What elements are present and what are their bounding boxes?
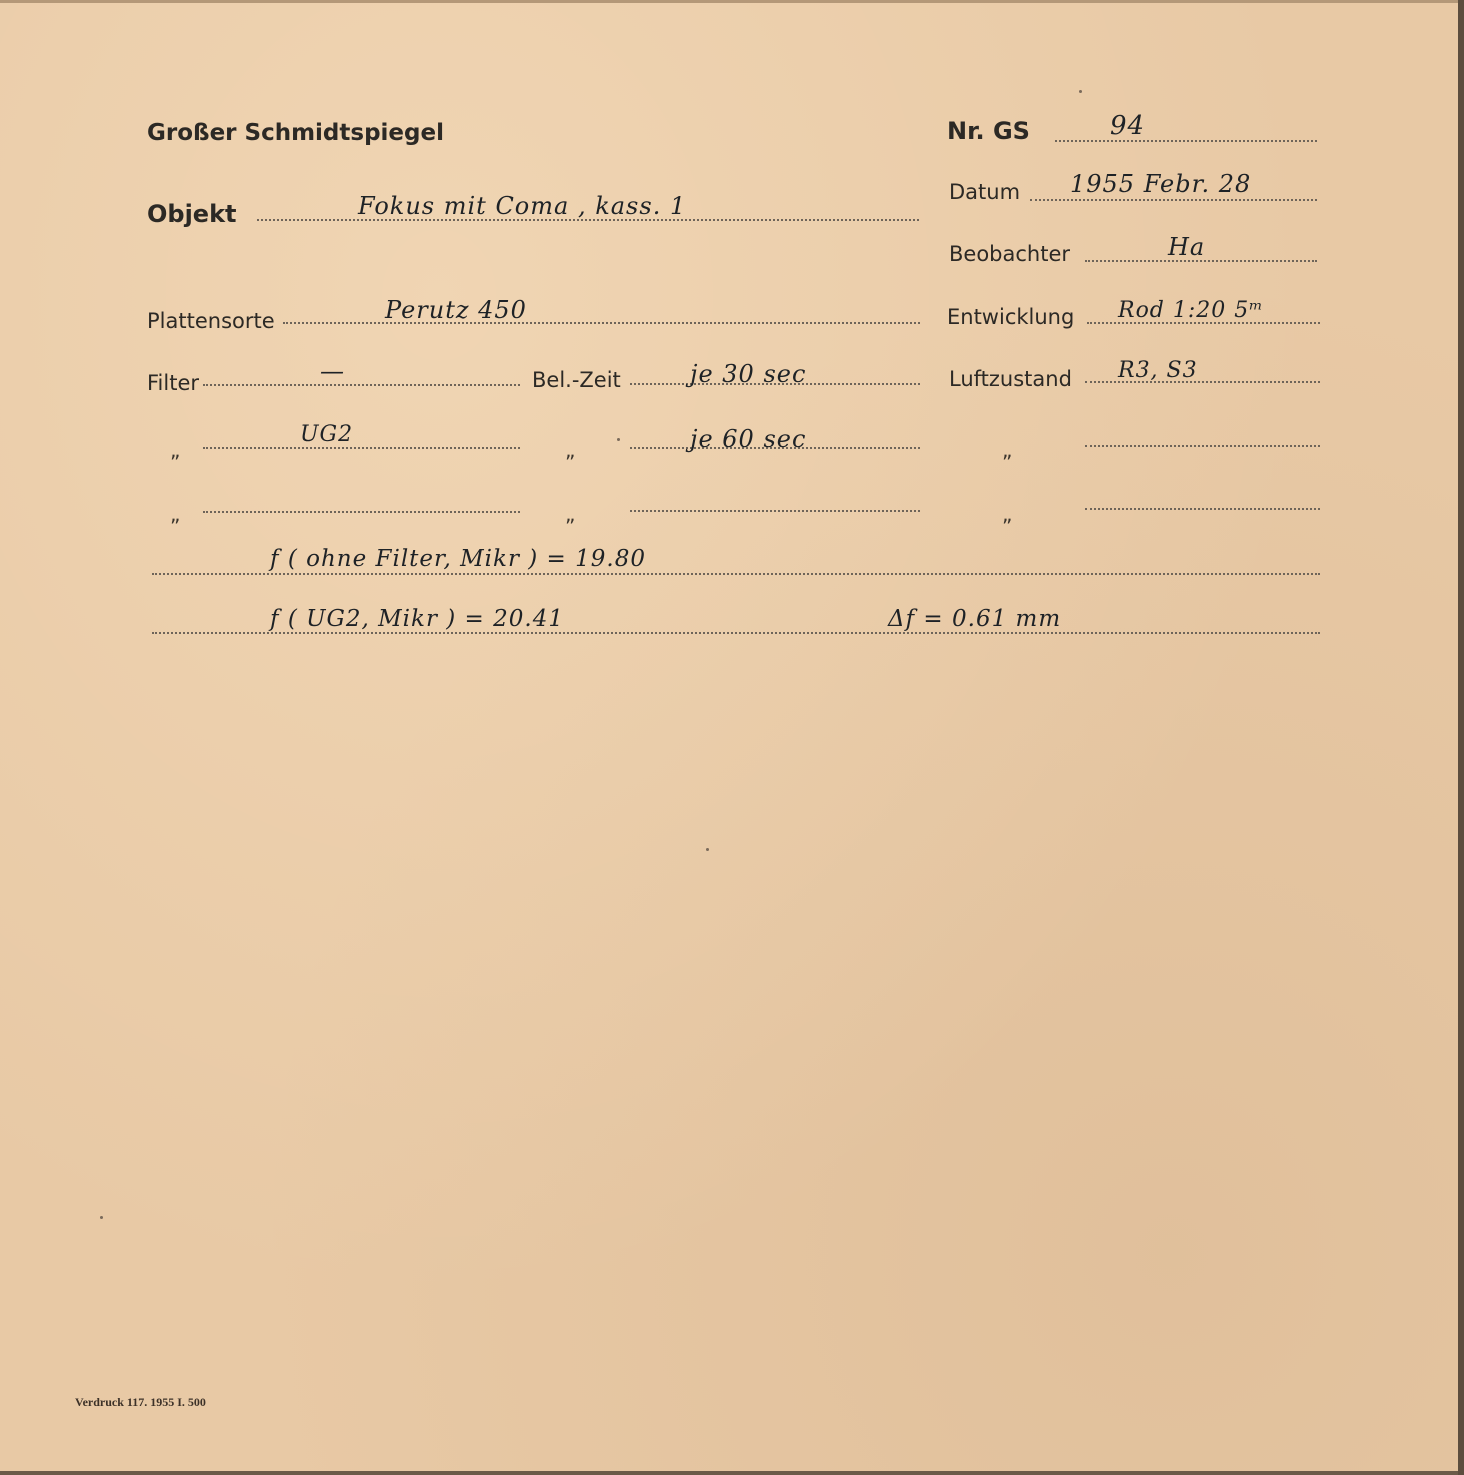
paper-speck xyxy=(706,848,709,851)
ditto-belzeit-3: „ xyxy=(565,502,576,526)
entwicklung-label: Entwicklung xyxy=(947,305,1075,329)
filter-line-2 xyxy=(203,447,520,449)
ditto-luftzustand-2: „ xyxy=(1002,438,1013,462)
paper-speck xyxy=(617,438,620,441)
filter-value-1: — xyxy=(320,357,345,385)
nr-value: 94 xyxy=(1110,111,1146,141)
luftzustand-value-1: R3, S3 xyxy=(1118,358,1198,383)
belzeit-value-1: je 30 sec xyxy=(690,360,807,388)
note-line-2 xyxy=(152,632,1320,634)
note-2b: Δf = 0.61 mm xyxy=(888,606,1062,632)
filter-label: Filter xyxy=(147,371,200,395)
datum-line xyxy=(1030,199,1317,201)
entwicklung-value: Rod 1:20 5ᵐ xyxy=(1118,298,1264,323)
ditto-luftzustand-3: „ xyxy=(1002,502,1013,526)
datum-value: 1955 Febr. 28 xyxy=(1070,170,1252,198)
note-1: f ( ohne Filter, Mikr ) = 19.80 xyxy=(270,546,646,572)
filter-line-1 xyxy=(203,384,520,386)
beobachter-value: Ha xyxy=(1168,233,1206,261)
luftzustand-line-3 xyxy=(1085,508,1320,510)
plattensorte-value: Perutz 450 xyxy=(385,296,527,324)
filter-line-3 xyxy=(203,511,520,513)
belzeit-value-2: je 60 sec xyxy=(690,425,807,453)
nr-line xyxy=(1055,140,1317,142)
ditto-belzeit-2: „ xyxy=(565,438,576,462)
filter-value-2: UG2 xyxy=(300,422,354,447)
belzeit-line-3 xyxy=(630,510,920,512)
plattensorte-line xyxy=(283,322,920,324)
note-line-1 xyxy=(152,573,1320,575)
luftzustand-label: Luftzustand xyxy=(949,367,1072,391)
belzeit-label: Bel.-Zeit xyxy=(532,368,621,392)
nr-label: Nr. GS xyxy=(947,117,1030,145)
print-footer: Verdruck 117. 1955 I. 500 xyxy=(75,1395,206,1409)
luftzustand-line-2 xyxy=(1085,445,1320,447)
form-title: Großer Schmidtspiegel xyxy=(147,120,444,146)
objekt-value: Fokus mit Coma , kass. 1 xyxy=(358,192,687,220)
plattensorte-label: Plattensorte xyxy=(147,309,275,333)
paper-speck xyxy=(1079,90,1082,93)
note-2: f ( UG2, Mikr ) = 20.41 xyxy=(270,606,564,632)
datum-label: Datum xyxy=(949,180,1021,204)
paper-speck xyxy=(100,1216,103,1219)
ditto-filter-3: „ xyxy=(170,502,181,526)
ditto-filter-2: „ xyxy=(170,438,181,462)
beobachter-label: Beobachter xyxy=(949,242,1071,266)
objekt-label: Objekt xyxy=(147,200,237,228)
